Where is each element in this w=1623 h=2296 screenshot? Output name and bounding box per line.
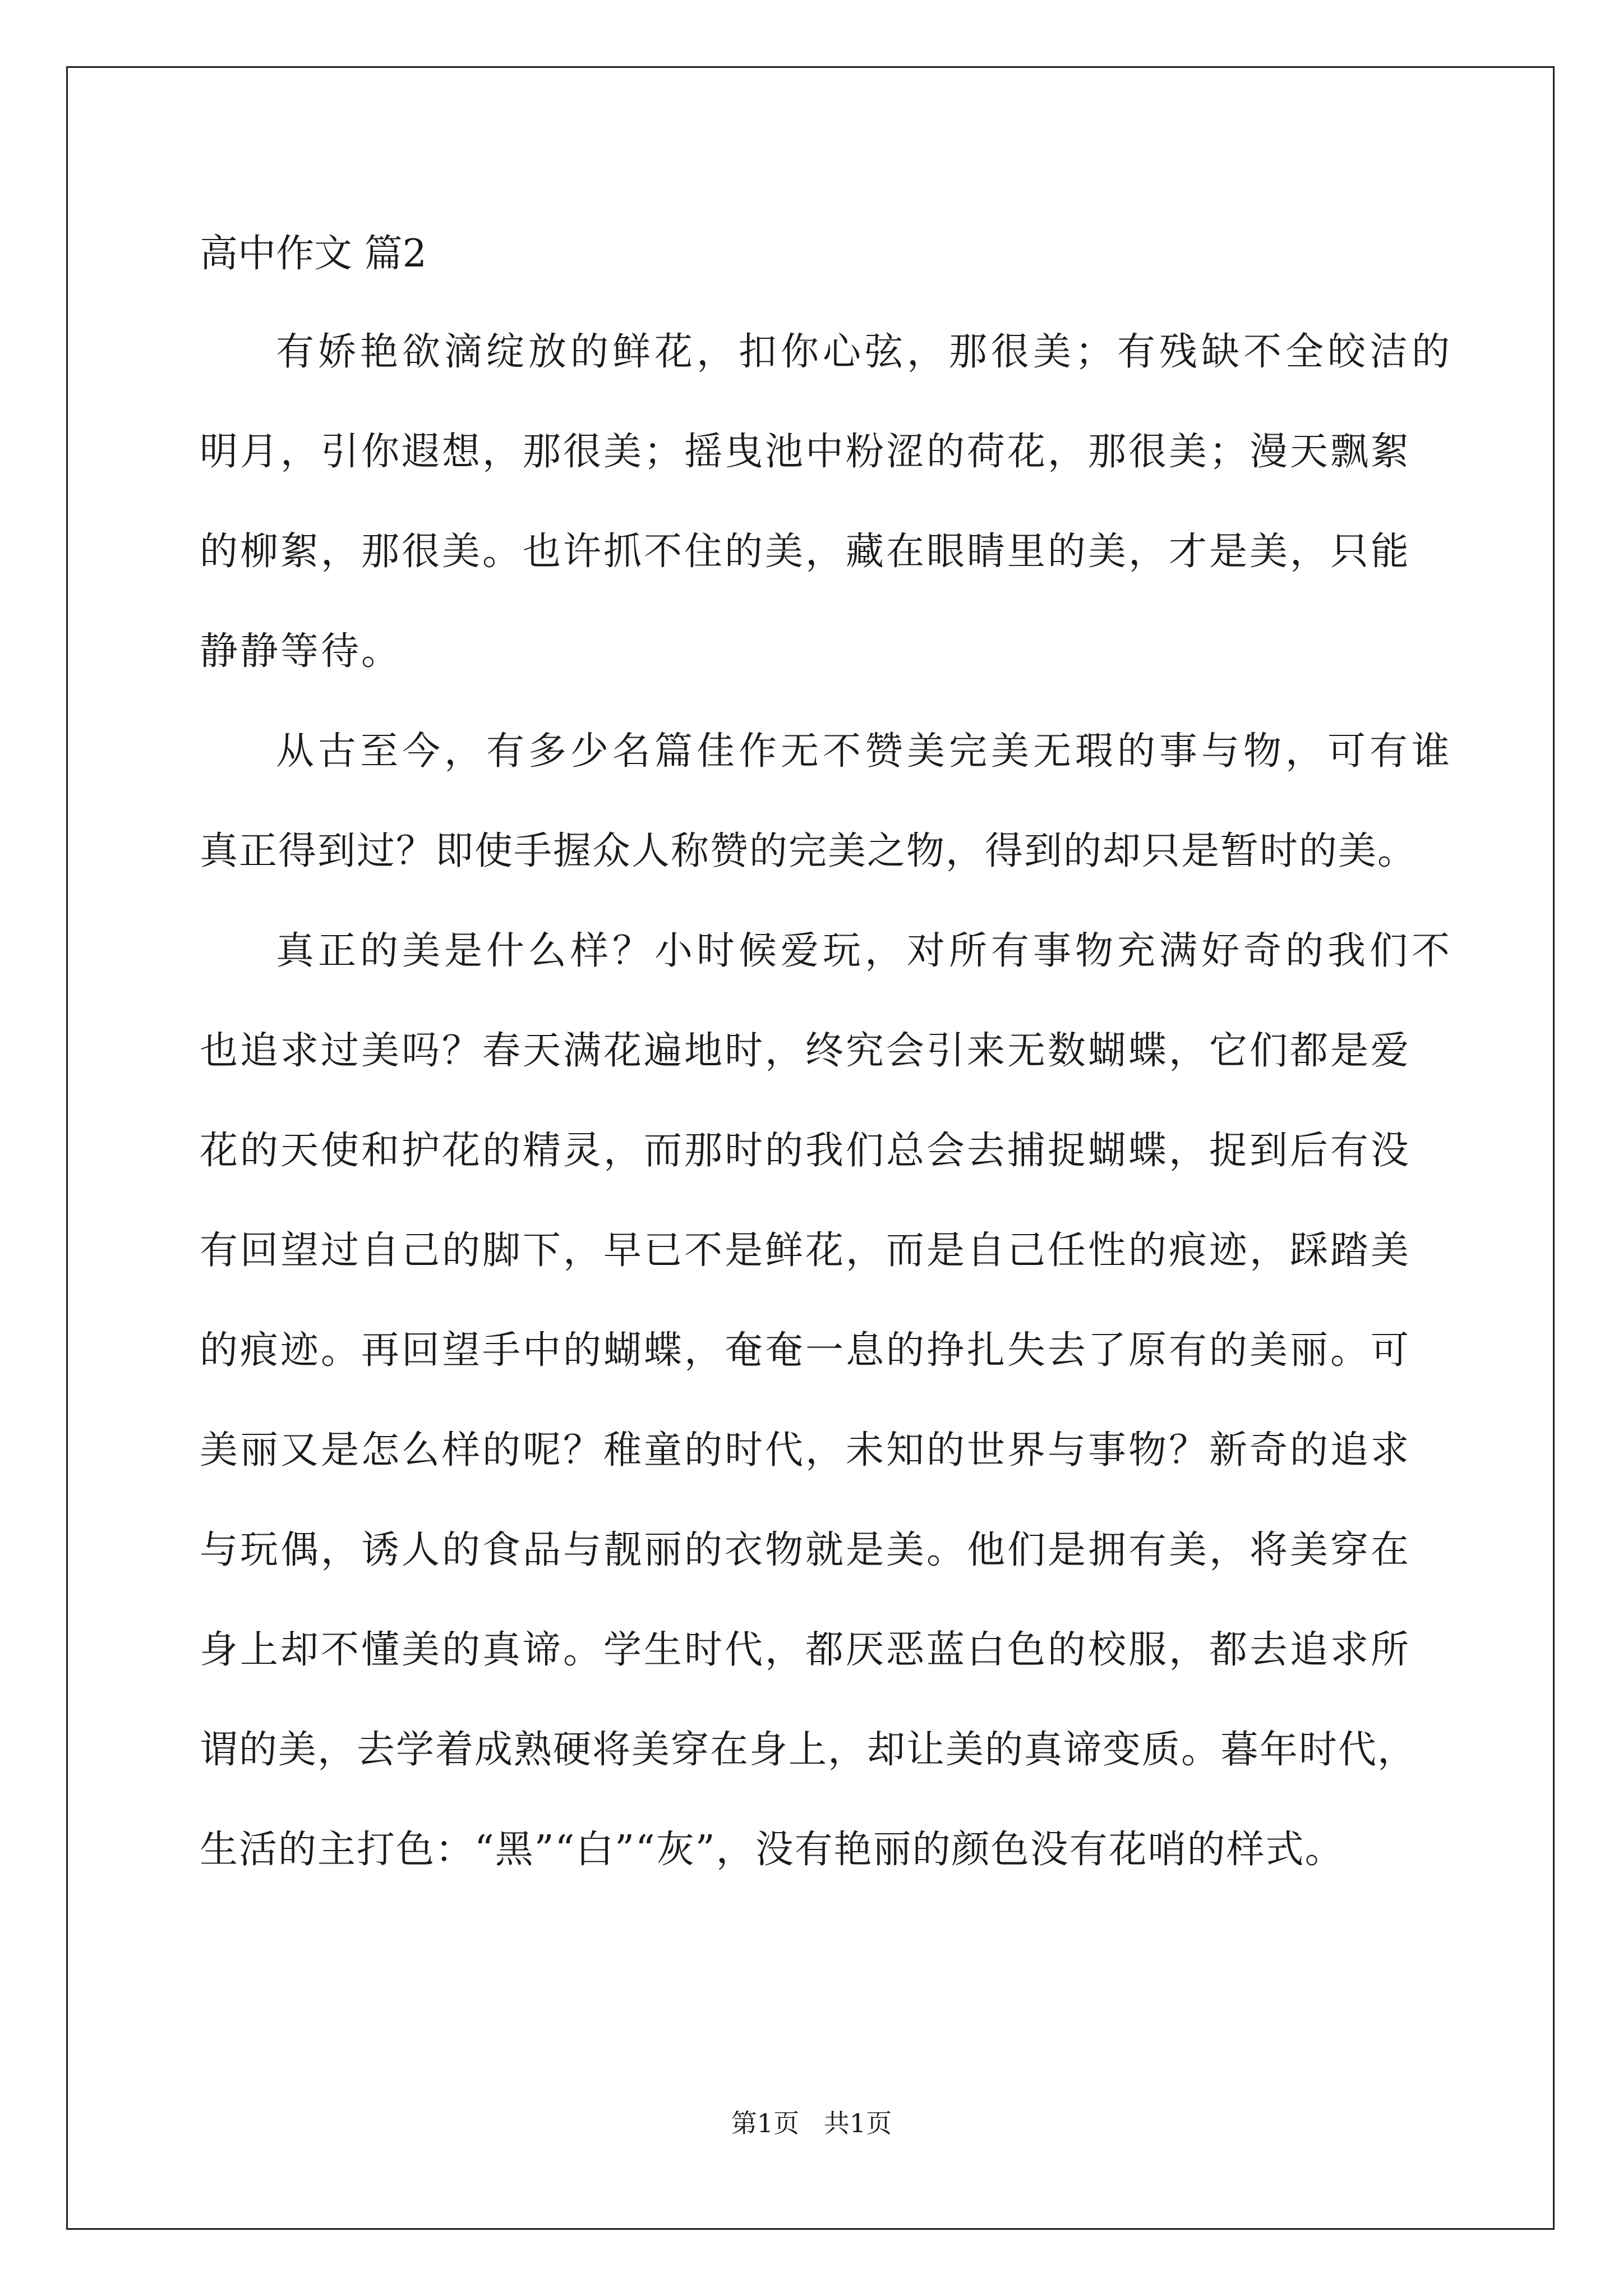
text-line: 真正的美是什么样？小时候爱玩，对所有事物充满好奇的我们不 bbox=[276, 929, 1454, 973]
text-line: 有娇艳欲滴绽放的鲜花，扣你心弦，那很美；有残缺不全皎洁的 bbox=[276, 330, 1454, 374]
page-footer: 第1页 共1页 bbox=[731, 2108, 892, 2138]
text-line: 真正得到过？即使手握众人称赞的完美之物，得到的却只是暂时的美。 bbox=[200, 829, 1417, 873]
text-line: 花的天使和护花的精灵，而那时的我们总会去捕捉蝴蝶，捉到后有没 bbox=[200, 1129, 1412, 1173]
text-line: 的柳絮，那很美。也许抓不住的美，藏在眼睛里的美，才是美，只能 bbox=[200, 530, 1412, 574]
text-line: 也追求过美吗？春天满花遍地时，终究会引来无数蝴蝶，它们都是爱 bbox=[200, 1029, 1412, 1073]
text-line: 美丽又是怎么样的呢？稚童的时代，未知的世界与事物？新奇的追求 bbox=[200, 1428, 1412, 1473]
text-line: 的痕迹。再回望手中的蝴蝶，奄奄一息的挣扎失去了原有的美丽。可 bbox=[200, 1328, 1412, 1373]
text-line: 静静等待。 bbox=[200, 629, 402, 674]
document-body bbox=[200, 222, 1454, 1884]
paragraph-3 bbox=[200, 921, 1454, 1884]
text-line: 从古至今，有多少名篇佳作无不赞美完美无瑕的事与物，可有谁 bbox=[276, 729, 1454, 774]
document-title: 高中作文 篇2 bbox=[200, 232, 427, 276]
paragraph-1 bbox=[200, 321, 1454, 686]
text-line: 与玩偶，诱人的食品与靓丽的衣物就是美。他们是拥有美，将美穿在 bbox=[200, 1528, 1412, 1572]
text-line: 明月，引你遐想，那很美；摇曳池中粉涩的荷花，那很美；漫天飘絮 bbox=[200, 430, 1412, 474]
text-line: 有回望过自己的脚下，早已不是鲜花，而是自己任性的痕迹，踩踏美 bbox=[200, 1228, 1412, 1273]
text-line: 生活的主打色：“黑”“白”“灰”，没有艳丽的颜色没有花哨的样式。 bbox=[200, 1828, 1344, 1872]
text-line: 谓的美，去学着成熟硬将美穿在身上，却让美的真谛变质。暮年时代， bbox=[200, 1728, 1417, 1772]
paragraph-2 bbox=[200, 721, 1454, 886]
text-line: 身上却不懂美的真谛。学生时代，都厌恶蓝白色的校服，都去追求所 bbox=[200, 1628, 1412, 1672]
